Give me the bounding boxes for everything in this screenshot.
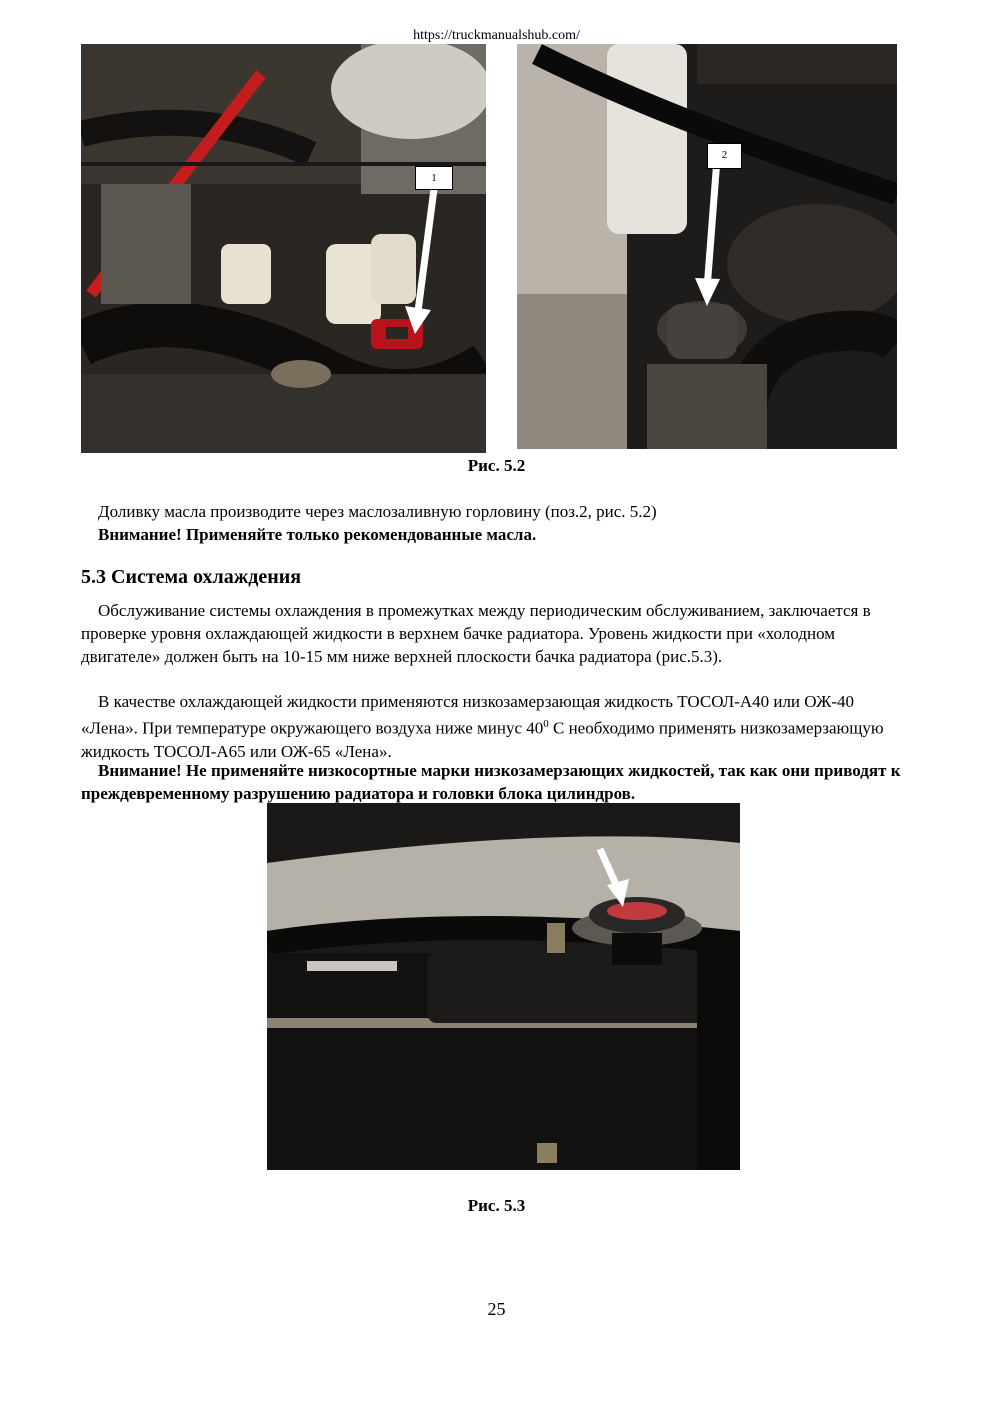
figure-5-2-caption: Рис. 5.2	[467, 456, 526, 475]
figure-5-3-photo	[267, 803, 740, 1170]
section-heading: 5.3 Система охлаждения	[81, 566, 302, 588]
page-number: 25	[487, 1299, 506, 1319]
cooling-paragraph-1: Обслуживание системы охлаждения в промежутках между периодическим обслуживанием, заключается в проверке уровня охлаждающей жидкости в верхнем бачке радиатора. Уровень жидкости при «холодном двигателе» должен быть на 10-15 мм ниже верхней плоскости бачка радиатора (рис.5.3).	[81, 601, 871, 666]
cooling-paragraph-2	[81, 690, 913, 763]
cooling-paragraph-2-text-end: С необходимо применять низкозамерзающую жидкость ТОСОЛ-А65 или ОЖ-65 «Лена».	[81, 718, 884, 761]
header-url[interactable]: https://truckmanualshub.com/	[413, 28, 580, 43]
callout-label-2: 2	[707, 143, 742, 169]
degree-superscript: 0	[543, 718, 549, 730]
coolant-warning: Внимание! Не применяйте низкосортные марки низкозамерзающих жидкостей, так как они приводят к преждевременному разрушению радиатора и головки блока цилиндров.	[81, 761, 901, 803]
figure-5-2-right-photo	[517, 44, 897, 449]
oil-warning: Внимание! Применяйте только рекомендованные масла.	[98, 525, 537, 544]
figure-5-2-left-photo	[81, 44, 486, 453]
callout-label-1: 1	[415, 166, 453, 190]
oil-fill-text: Доливку масла производите через маслозаливную горловину (поз.2, рис. 5.2)	[98, 502, 657, 521]
figure-5-3-caption: Рис. 5.3	[467, 1196, 526, 1215]
cooling-paragraph-2-text: В качестве охлаждающей жидкости применяются низкозамерзающая жидкость ТОСОЛ-А40 или ОЖ-40 «Лена». При температуре окружающего воздуха ниже минус 40	[81, 692, 855, 738]
